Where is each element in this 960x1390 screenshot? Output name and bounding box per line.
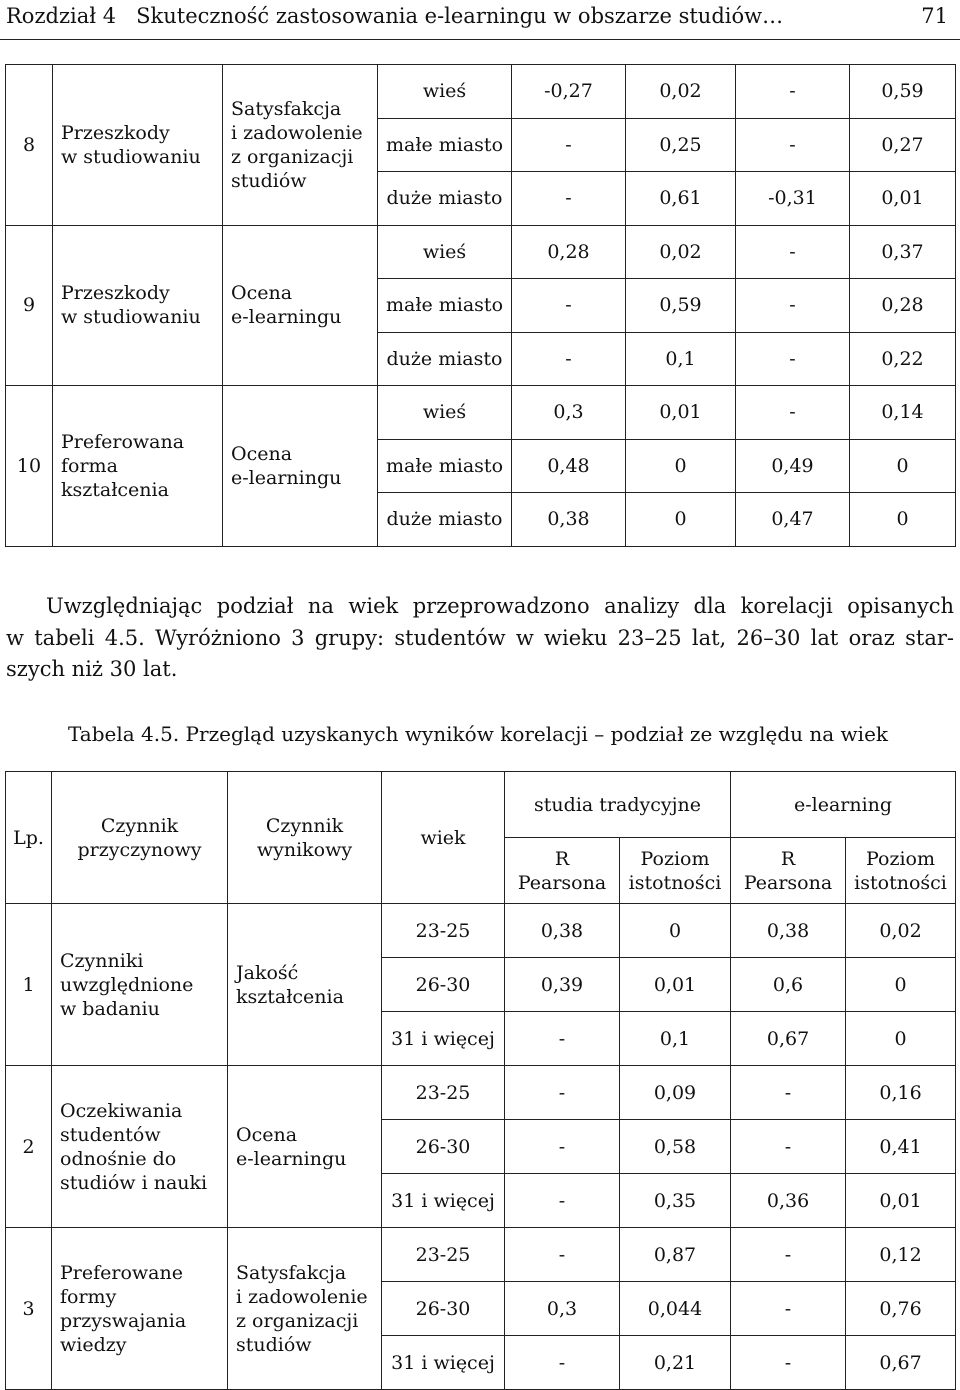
header-line: Czynnik [265,814,344,837]
value-cell: - [731,1282,846,1336]
row-number: 8 [6,65,53,226]
table-row [6,904,956,958]
factor-line: forma [61,454,118,477]
value-cell: 0,02 [626,225,736,279]
row-category: 23-25 [382,1066,505,1120]
header-significance [846,838,956,904]
table-row [6,1066,956,1120]
value-cell: 0,49 [736,439,850,493]
value-cell: - [505,1228,620,1282]
value-cell: 0,58 [620,1120,731,1174]
row-number: 1 [6,904,52,1066]
value-cell: 0,21 [620,1336,731,1390]
cause-factor [52,904,228,1066]
value-cell: 0,41 [846,1120,956,1174]
value-cell: 0,37 [850,225,956,279]
value-cell: 0,25 [626,118,736,172]
header-line: przyczynowy [77,838,202,861]
header-traditional: studia tradycyjne [505,772,731,838]
cause-factor [53,225,223,386]
value-cell: 0,28 [512,225,626,279]
header-line: Pearsona [743,871,833,894]
value-cell: - [512,279,626,333]
chapter-label: Rozdział 4 [6,4,117,28]
value-cell: 0,01 [626,386,736,440]
header-elearning: e-learning [731,772,956,838]
factor-line: e-learningu [231,466,342,489]
effect-factor [228,1228,382,1390]
factor-line: Ocena [231,442,293,465]
table-row [6,225,956,279]
value-cell: 0 [620,904,731,958]
value-cell: -0,31 [736,172,850,226]
value-cell: - [505,1012,620,1066]
factor-line: Satysfakcja [231,97,342,120]
value-cell: 0,48 [512,439,626,493]
header-line: R [554,847,570,870]
header-line: Poziom [866,847,936,870]
factor-line: Ocena [231,282,293,305]
correlation-table-age [5,771,956,1390]
value-cell: 0,38 [512,493,626,547]
row-category: 31 i więcej [382,1336,505,1390]
factor-line: przyswajania [60,1309,187,1332]
row-number: 3 [6,1228,52,1390]
row-category: małe miasto [378,439,512,493]
value-cell: 0,1 [626,332,736,386]
value-cell: - [505,1174,620,1228]
factor-line: w badaniu [60,997,160,1020]
header-line: wynikowy [256,838,353,861]
header-effect [228,772,382,904]
value-cell: 0,3 [505,1282,620,1336]
factor-line: w studiowaniu [61,145,201,168]
value-cell: 0,27 [850,118,956,172]
cause-factor [53,65,223,226]
row-number: 2 [6,1066,52,1228]
factor-line: Przeszkody [61,282,170,305]
paragraph-line: Uwzględniając podział na wiek przeprowadzono analizy dla korelacji opisanych [46,594,954,618]
correlation-table-residence [5,64,956,547]
factor-line: Oczekiwania [60,1099,183,1122]
header-line: istotności [628,871,722,894]
row-category: duże miasto [378,332,512,386]
value-cell: 0 [850,493,956,547]
value-cell: - [512,332,626,386]
factor-line: i zadowolenie [231,121,363,144]
body-paragraph [6,591,954,686]
factor-line: formy [60,1285,117,1308]
value-cell: 0,1 [620,1012,731,1066]
value-cell: - [505,1066,620,1120]
effect-factor [223,225,378,386]
row-category: wieś [378,65,512,119]
header-r-pearson [505,838,620,904]
value-cell: 0,59 [850,65,956,119]
value-cell: - [505,1336,620,1390]
value-cell: 0,36 [731,1174,846,1228]
factor-line: studiów [231,169,307,192]
effect-factor [228,1066,382,1228]
row-category: 31 i więcej [382,1174,505,1228]
row-category: 26-30 [382,1120,505,1174]
row-category: 23-25 [382,904,505,958]
factor-line: Przeszkody [61,121,170,144]
value-cell: 0,16 [846,1066,956,1120]
value-cell: 0 [846,1012,956,1066]
factor-line: studentów [60,1123,161,1146]
factor-line: w studiowaniu [61,306,201,329]
header-line: Poziom [640,847,710,870]
page-number: 71 [921,4,948,28]
row-category: 26-30 [382,1282,505,1336]
header-line: R [780,847,796,870]
value-cell: 0,01 [846,1174,956,1228]
value-cell: 0,61 [626,172,736,226]
value-cell: 0,12 [846,1228,956,1282]
effect-factor [223,65,378,226]
row-category: 23-25 [382,1228,505,1282]
row-category: wieś [378,225,512,279]
value-cell: - [736,279,850,333]
value-cell: - [736,386,850,440]
value-cell: 0,09 [620,1066,731,1120]
table-row [6,1228,956,1282]
value-cell: 0,39 [505,958,620,1012]
factor-line: e-learningu [236,1147,347,1170]
factor-line: kształcenia [61,478,169,501]
cause-factor [52,1228,228,1390]
row-category: małe miasto [378,279,512,333]
value-cell: - [736,332,850,386]
value-cell: - [731,1120,846,1174]
value-cell: 0,35 [620,1174,731,1228]
header-significance [620,838,731,904]
factor-line: Czynniki [60,949,144,972]
paragraph-line: w tabeli 4.5. Wyróżniono 3 grupy: studentów w wieku 23–25 lat, 26–30 lat oraz star- [6,625,954,650]
factor-line: Jakość [236,961,299,984]
value-cell: 0,6 [731,958,846,1012]
value-cell: 0,28 [850,279,956,333]
value-cell: 0,01 [850,172,956,226]
header-line: Czynnik [100,814,179,837]
factor-line: Preferowane [60,1261,183,1284]
table-row [6,386,956,440]
header-line: istotności [854,871,947,894]
value-cell: 0,14 [850,386,956,440]
cause-factor [53,386,223,547]
value-cell: - [512,118,626,172]
factor-line: wiedzy [60,1333,127,1356]
cause-factor [52,1066,228,1228]
running-header [0,0,960,40]
effect-factor [223,386,378,547]
value-cell: 0,87 [620,1228,731,1282]
factor-line: z organizacji [231,145,354,168]
value-cell: 0,47 [736,493,850,547]
factor-line: studiów i nauki [60,1171,208,1194]
value-cell: -0,27 [512,65,626,119]
value-cell: 0,01 [620,958,731,1012]
factor-line: Ocena [236,1123,298,1146]
value-cell: 0,02 [846,904,956,958]
factor-line: Satysfakcja [236,1261,347,1284]
factor-line: Preferowana [61,430,185,453]
factor-line: z organizacji [236,1309,359,1332]
value-cell: 0,59 [626,279,736,333]
value-cell: - [731,1228,846,1282]
value-cell: - [736,65,850,119]
value-cell: 0 [626,493,736,547]
row-category: duże miasto [378,172,512,226]
value-cell: - [505,1120,620,1174]
value-cell: 0,044 [620,1282,731,1336]
row-category: małe miasto [378,118,512,172]
row-category: duże miasto [378,493,512,547]
value-cell: 0,38 [731,904,846,958]
header-lp: Lp. [6,772,52,904]
row-category: 31 i więcej [382,1012,505,1066]
value-cell: - [731,1336,846,1390]
factor-line: uwzględnione [60,973,194,996]
factor-line: e-learningu [231,306,342,329]
value-cell: - [736,225,850,279]
row-number: 9 [6,225,53,386]
value-cell: 0,38 [505,904,620,958]
value-cell: 0,22 [850,332,956,386]
row-category: wieś [378,386,512,440]
header-rule [0,39,960,40]
value-cell: 0,76 [846,1282,956,1336]
factor-line: kształcenia [236,985,344,1008]
factor-line: odnośnie do [60,1147,177,1170]
table-caption: Tabela 4.5. Przegląd uzyskanych wyników korelacji – podział ze względu na wiek [68,722,889,746]
table-row [6,65,956,119]
row-category: 26-30 [382,958,505,1012]
value-cell: 0 [846,958,956,1012]
running-title [6,4,783,28]
row-number: 10 [6,386,53,547]
value-cell: 0 [850,439,956,493]
paragraph-line: szych niż 30 lat. [6,657,178,681]
value-cell: - [736,118,850,172]
value-cell: 0,67 [846,1336,956,1390]
header-age: wiek [382,772,505,904]
factor-line: i zadowolenie [236,1285,368,1308]
chapter-title: Skuteczność zastosowania e-learningu w obszarze studiów… [136,4,784,28]
value-cell: 0,67 [731,1012,846,1066]
header-line: Pearsona [517,871,607,894]
value-cell: - [731,1066,846,1120]
effect-factor [228,904,382,1066]
value-cell: - [512,172,626,226]
value-cell: 0,02 [626,65,736,119]
value-cell: 0 [626,439,736,493]
header-r-pearson [731,838,846,904]
value-cell: 0,3 [512,386,626,440]
header-cause [52,772,228,904]
factor-line: studiów [236,1333,312,1356]
